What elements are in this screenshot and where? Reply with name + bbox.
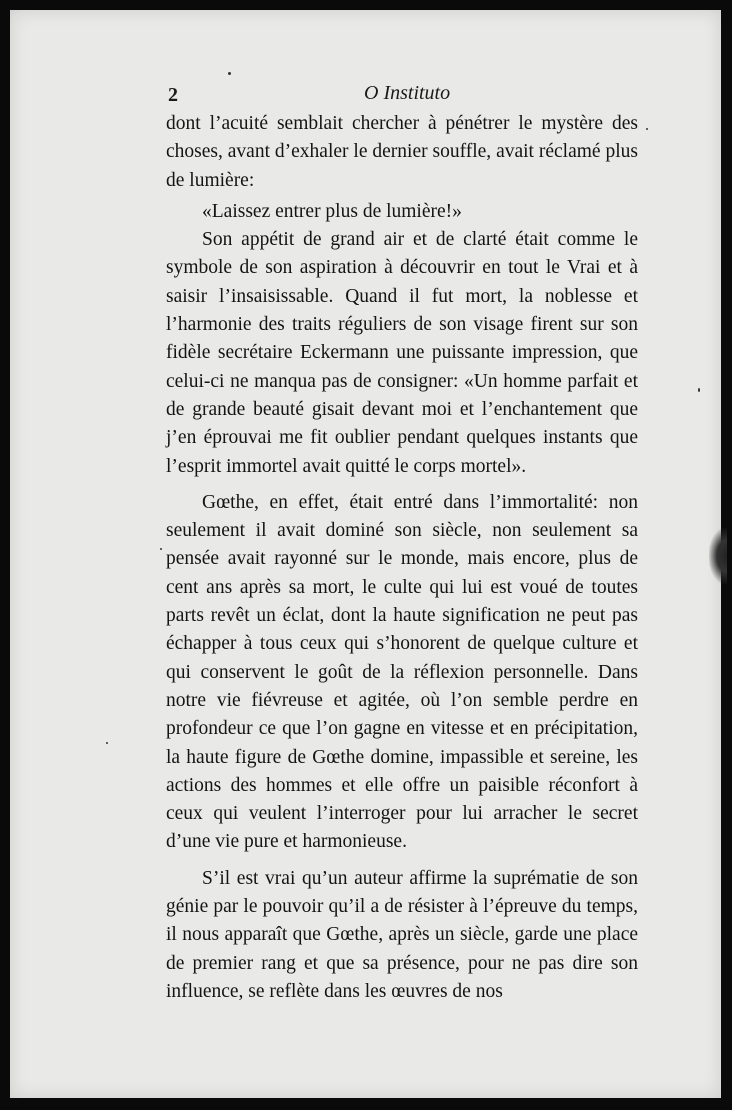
speck — [228, 72, 231, 75]
body-text — [166, 110, 638, 1006]
paragraph: S’il est vrai qu’un auteur affirme la suprématie de son génie par le pouvoir qu’il a de résister à l’épreuve du temps, il nous apparaît que Gœthe, après un siècle, garde une place de premier rang et que sa présence, pour ne pas dire son influence, se reflète dans les œuvres de nos — [166, 867, 638, 1002]
paragraph-continued: dont l’acuité semblait chercher à pénétrer le mystère des choses, avant d’exhaler le dernier souffle, avait réclamé plus de lumière: — [166, 113, 638, 191]
paragraph: Gœthe, en effet, était entré dans l’immortalité: non seulement il avait dominé son siècle, non seulement sa pensée avait rayonné sur le monde, mais encore, plus de cent ans après sa mort, le culte qui lui est voué de toutes parts revêt un éclat, dont la haute signification ne peut pas échapper à tous ceux qui s’honorent de quelque culture et qui conservent le goût de la réflexion personnelle. Dans notre vie fiévreuse et agitée, où l’on semble perdre en profondeur ce que l’on gagne en vitesse et en précipitation, la haute figure de Gœthe domine, impassible et sereine, les actions des hommes et elle offre un paisible réconfort à ceux qui veulent l’interroger pour lui arracher le secret d’une vie pure et harmonieuse. — [166, 491, 638, 853]
paragraph: Son appétit de grand air et de clarté était comme le symbole de son aspiration à découvrir en tout le Vrai et à saisir l’insaisissable. Quand il fut mort, la noblesse et l’harmonie des traits réguliers de son visage firent sur son fidèle secrétaire Eckermann une puissante impression, que celui-ci ne manqua pas de consigner: «Un homme parfait et de grande beauté gisait devant moi et l’enchantement que j’en éprouvai me fit oublier pendant quelques instants que l’esprit immortel avait quitté le corps mortel». — [166, 229, 638, 477]
speck — [698, 388, 700, 392]
ink-blot — [709, 528, 727, 584]
page-header — [168, 78, 648, 108]
speck — [160, 548, 162, 550]
quote-paragraph: «Laissez entrer plus de lumière!» — [202, 200, 462, 222]
speck — [646, 128, 648, 130]
running-title: O Instituto — [364, 82, 451, 104]
page-number: 2 — [168, 84, 178, 106]
speck — [106, 742, 108, 744]
